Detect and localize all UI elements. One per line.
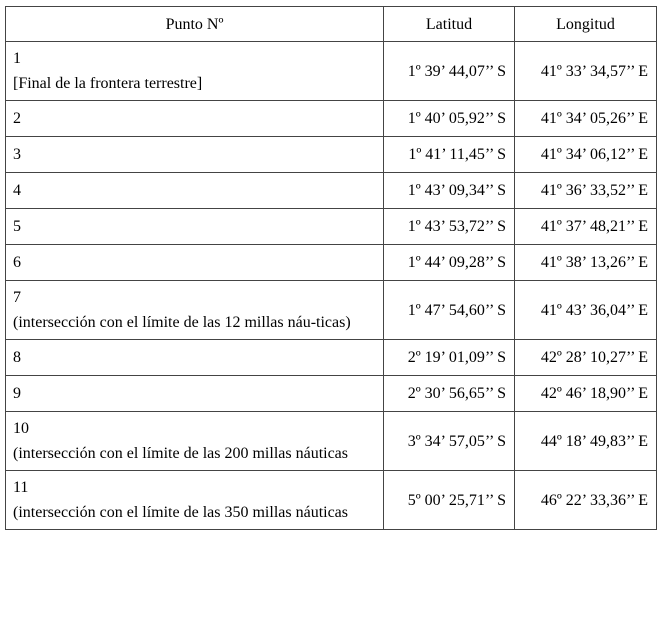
punto-number: 2 <box>13 110 21 127</box>
punto-number: 10 <box>13 420 29 437</box>
latitud-cell: 1º 43’ 09,34’’ S <box>384 173 515 209</box>
longitud-cell: 41º 33’ 34,57’’ E <box>515 42 657 101</box>
punto-description: [Final de la frontera terrestre] <box>13 75 203 92</box>
punto-description: (intersección con el límite de las 200 millas náuticas <box>13 445 349 462</box>
latitud-cell: 1º 40’ 05,92’’ S <box>384 101 515 137</box>
table-row <box>6 173 657 209</box>
punto-cell <box>6 42 384 101</box>
table-row <box>6 101 657 137</box>
latitud-cell: 1º 43’ 53,72’’ S <box>384 209 515 245</box>
longitud-cell: 41º 34’ 05,26’’ E <box>515 101 657 137</box>
table-row <box>6 376 657 412</box>
longitud-cell: 46º 22’ 33,36’’ E <box>515 471 657 530</box>
punto-description: (intersección con el límite de las 12 millas náu-ticas) <box>13 314 351 331</box>
punto-cell <box>6 281 384 340</box>
table-row <box>6 137 657 173</box>
latitud-cell: 1º 47’ 54,60’’ S <box>384 281 515 340</box>
punto-cell <box>6 209 384 245</box>
header-longitud: Longitud <box>515 7 657 42</box>
latitud-cell: 2º 19’ 01,09’’ S <box>384 340 515 376</box>
punto-cell <box>6 173 384 209</box>
table-row <box>6 340 657 376</box>
latitud-cell: 1º 44’ 09,28’’ S <box>384 245 515 281</box>
punto-cell <box>6 245 384 281</box>
latitud-cell: 2º 30’ 56,65’’ S <box>384 376 515 412</box>
latitud-cell: 5º 00’ 25,71’’ S <box>384 471 515 530</box>
longitud-cell: 42º 28’ 10,27’’ E <box>515 340 657 376</box>
punto-cell <box>6 412 384 471</box>
punto-number: 4 <box>13 182 21 199</box>
punto-number: 1 <box>13 50 21 67</box>
latitud-cell: 3º 34’ 57,05’’ S <box>384 412 515 471</box>
punto-number: 6 <box>13 254 21 271</box>
punto-number: 9 <box>13 385 21 402</box>
table-row <box>6 209 657 245</box>
header-row <box>6 7 657 42</box>
punto-number: 8 <box>13 349 21 366</box>
coordinates-table <box>5 6 657 530</box>
longitud-cell: 44º 18’ 49,83’’ E <box>515 412 657 471</box>
longitud-cell: 41º 37’ 48,21’’ E <box>515 209 657 245</box>
punto-number: 3 <box>13 146 21 163</box>
punto-cell <box>6 376 384 412</box>
longitud-cell: 42º 46’ 18,90’’ E <box>515 376 657 412</box>
table-row <box>6 245 657 281</box>
table-row <box>6 412 657 471</box>
punto-number: 5 <box>13 218 21 235</box>
table-row <box>6 42 657 101</box>
punto-cell <box>6 471 384 530</box>
punto-description: (intersección con el límite de las 350 millas náuticas <box>13 504 349 521</box>
punto-number: 11 <box>13 479 29 496</box>
longitud-cell: 41º 34’ 06,12’’ E <box>515 137 657 173</box>
longitud-cell: 41º 36’ 33,52’’ E <box>515 173 657 209</box>
latitud-cell: 1º 39’ 44,07’’ S <box>384 42 515 101</box>
latitud-cell: 1º 41’ 11,45’’ S <box>384 137 515 173</box>
table-row <box>6 281 657 340</box>
punto-cell <box>6 340 384 376</box>
punto-cell <box>6 101 384 137</box>
punto-cell <box>6 137 384 173</box>
longitud-cell: 41º 38’ 13,26’’ E <box>515 245 657 281</box>
punto-number: 7 <box>13 289 21 306</box>
table-row <box>6 471 657 530</box>
header-latitud: Latitud <box>384 7 515 42</box>
header-punto: Punto Nº <box>6 7 384 42</box>
longitud-cell: 41º 43’ 36,04’’ E <box>515 281 657 340</box>
